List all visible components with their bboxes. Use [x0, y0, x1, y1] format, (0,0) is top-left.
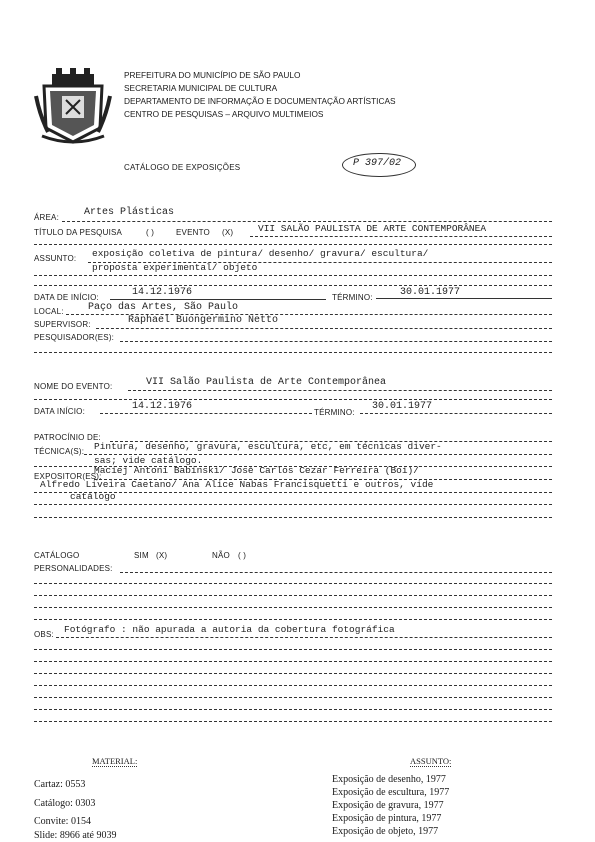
evento-checkbox: (X): [222, 228, 234, 237]
data-inicio-value: 14.12.1976: [132, 287, 193, 298]
supervisor-label: SUPERVISOR:: [34, 320, 91, 329]
event-termino-label: TÉRMINO:: [314, 408, 355, 417]
supervisor-value: Raphael Buongermino Netto: [128, 315, 279, 326]
area-value: Artes Plásticas: [84, 207, 175, 218]
assunto-line-2: proposta experimental/ objeto: [92, 262, 258, 273]
local-value: Paço das Artes, São Paulo: [88, 302, 239, 313]
material-item-slide: Slide: 8966 até 9039: [34, 830, 117, 841]
data-inicio-label: DATA DE INÍCIO:: [34, 293, 99, 302]
pesquisa-checkbox: ( ): [146, 228, 155, 237]
event-data-inicio-label: DATA INÍCIO:: [34, 407, 85, 416]
personalidades-label: PERSONALIDADES:: [34, 564, 113, 573]
assunto-item-objeto: Exposição de objeto, 1977: [332, 826, 439, 837]
sim-checkbox: (X): [156, 551, 168, 560]
titulo-label: TÍTULO DA PESQUISA: [34, 228, 123, 237]
expositores-line-3: catálogo: [70, 491, 116, 502]
termino-label: TÉRMINO:: [332, 293, 373, 302]
titulo-value: VII SALÃO PAULISTA DE ARTE CONTEMPORÂNEA: [258, 223, 487, 234]
material-item-cartaz: Cartaz: 0553: [34, 779, 86, 790]
tecnicas-label: TÉCNICA(S):: [34, 447, 85, 456]
header-line-3: DEPARTAMENTO DE INFORMAÇÃO E DOCUMENTAÇÃO ARTÍSTICAS: [124, 96, 396, 106]
obs-value: Fotógrafo : não apurada a autoria da cobertura fotográfica: [64, 624, 395, 635]
event-termino-value: 30.01.1977: [372, 401, 433, 412]
assunto-item-gravura: Exposição de gravura, 1977: [332, 800, 444, 811]
evento-label: EVENTO: [176, 228, 210, 237]
assunto-item-desenho: Exposição de desenho, 1977: [332, 774, 446, 785]
material-item-convite: Convite: 0154: [34, 816, 91, 827]
catalogo-label: CATÁLOGO: [34, 551, 80, 560]
pesquisadores-label: PESQUISADOR(ES):: [34, 333, 115, 342]
tecnicas-line-1: Pintura, desenho, gravura, escultura, etc, em técnicas diver-: [94, 441, 442, 452]
termino-value: 30.01.1977: [400, 287, 461, 298]
nome-evento-label: NOME DO EVENTO:: [34, 382, 113, 391]
material-item-catalogo: Catálogo: 0303: [34, 798, 96, 809]
header-line-2: SECRETARIA MUNICIPAL DE CULTURA: [124, 83, 278, 93]
patrocinio-label: PATROCÍNIO DE:: [34, 433, 101, 442]
tecnicas-line-2: sas; vide catálogo.: [94, 455, 203, 466]
header-line-4: CENTRO DE PESQUISAS – ARQUIVO MULTIMEIOS: [124, 109, 324, 119]
nao-label: NÃO: [212, 551, 230, 560]
area-label: ÁREA:: [34, 213, 60, 222]
expositores-label: EXPOSITOR(ES):: [34, 472, 102, 481]
nao-checkbox: ( ): [238, 551, 247, 560]
expositores-line-1: Maciej Antoni Babinski/ José Carlos Cezar Ferreira (Boi)/: [94, 465, 419, 476]
local-label: LOCAL:: [34, 307, 64, 316]
assunto-label: ASSUNTO:: [34, 254, 77, 263]
event-data-inicio-value: 14.12.1976: [132, 401, 193, 412]
document-code: [342, 153, 416, 177]
assunto-line-1: exposição coletiva de pintura/ desenho/ gravura/ escultura/: [92, 248, 429, 259]
document-code-text: P 397/02: [353, 158, 402, 169]
sim-label: SIM: [134, 551, 149, 560]
nome-evento-value: VII Salão Paulista de Arte Contemporânea: [146, 377, 387, 388]
assunto-heading: ASSUNTO:: [410, 756, 452, 766]
assunto-item-pintura: Exposição de pintura, 1977: [332, 813, 442, 824]
header-line-1: PREFEITURA DO MUNICÍPIO DE SÃO PAULO: [124, 70, 301, 80]
obs-label: OBS:: [34, 630, 54, 639]
material-heading: MATERIAL:: [92, 756, 138, 766]
expositores-line-2: Alfredo Liveira Caetano/ Ana Alice Nabas Francisquetti e outros, vide: [40, 479, 434, 490]
assunto-item-escultura: Exposição de escultura, 1977: [332, 787, 450, 798]
catalog-title: CATÁLOGO DE EXPOSIÇÕES: [124, 163, 241, 172]
city-coat-of-arms: [34, 66, 112, 146]
